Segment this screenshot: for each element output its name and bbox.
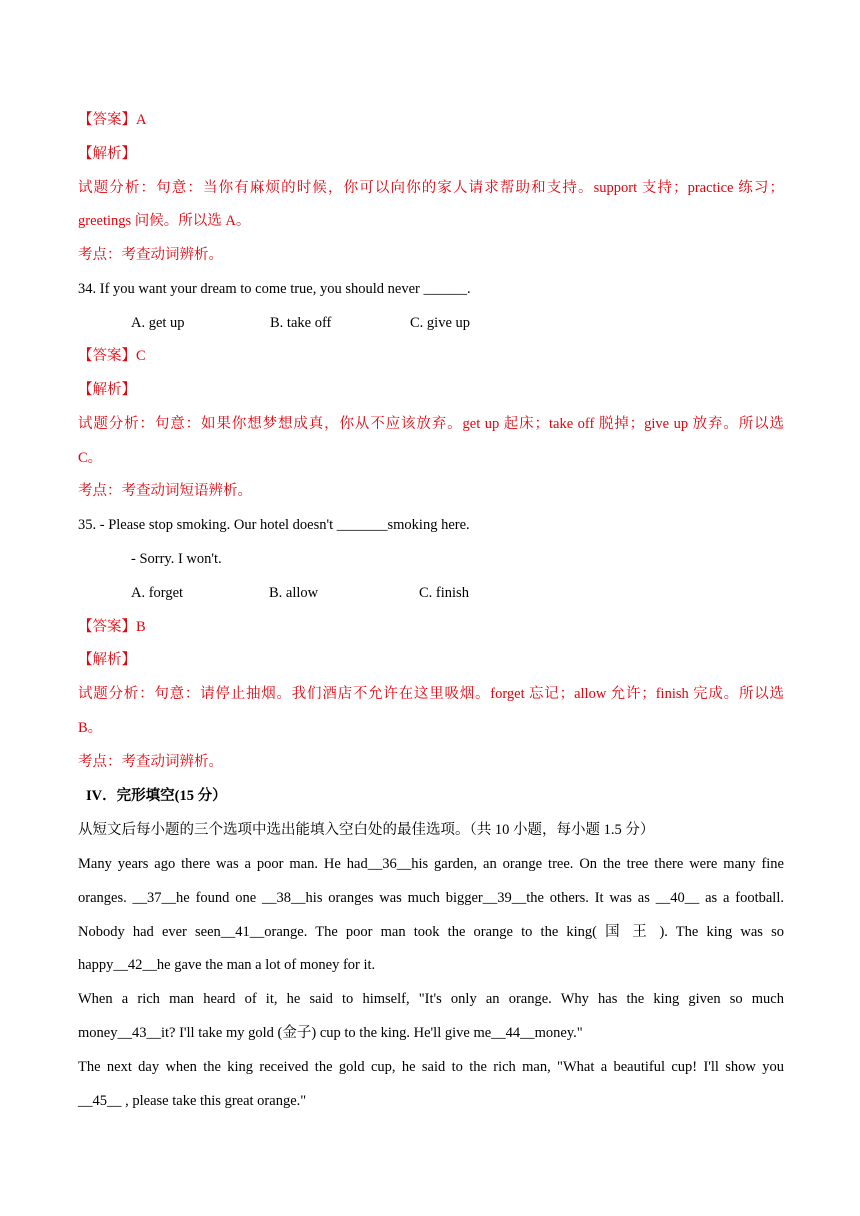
passage-line: oranges. __37__he found one __38__his oranges was much bigger__39__the others. It was as __40__ as a football. bbox=[78, 890, 784, 906]
passage-line: happy__42__he gave the man a lot of money for it. bbox=[78, 957, 376, 973]
point-33: 考点：考查动词辨析。 bbox=[78, 247, 223, 263]
answer-35: 【答案】B bbox=[78, 619, 146, 635]
option-a: A. get up bbox=[131, 315, 185, 331]
option-b: B. take off bbox=[270, 315, 332, 331]
answer-34: 【答案】C bbox=[78, 348, 146, 364]
analysis-35-line-1: 试题分析：句意：请停止抽烟。我们酒店不允许在这里吸烟。forget 忘记；allow 允许；finish 完成。所以选 bbox=[78, 686, 784, 702]
option-c: C. finish bbox=[419, 585, 469, 601]
passage-line: When a rich man heard of it, he said to himself, "It's only an orange. Why has the king given so much bbox=[78, 991, 784, 1007]
passage-line: Many years ago there was a poor man. He had__36__his garden, an orange tree. On the tree there were many fine bbox=[78, 856, 784, 872]
analysis-label-34: 【解析】 bbox=[78, 382, 136, 398]
option-c: C. give up bbox=[410, 315, 471, 331]
analysis-33-line-2: greetings 问候。所以选 A。 bbox=[78, 213, 251, 229]
analysis-33-line-1: 试题分析：句意：当你有麻烦的时候，你可以向你的家人请求帮助和支持。support 支持；practice 练习； bbox=[78, 180, 784, 196]
question-34-stem: 34. If you want your dream to come true, you should never ______. bbox=[78, 281, 471, 297]
option-b: B. allow bbox=[269, 585, 319, 601]
passage-line: __45__ , please take this great orange." bbox=[78, 1093, 307, 1109]
analysis-35-line-2: B。 bbox=[78, 720, 103, 736]
analysis-34-line-1: 试题分析：句意：如果你想梦想成真，你从不应该放弃。get up 起床；take off 脱掉；give up 放弃。所以选 bbox=[78, 416, 784, 432]
analysis-34-line-2: C。 bbox=[78, 450, 103, 466]
point-35: 考点：考查动词辨析。 bbox=[78, 754, 223, 770]
passage-line: Nobody had ever seen__41__orange. The poor man took the orange to the king( 国 王 ). The king was so bbox=[78, 924, 784, 940]
analysis-label-35: 【解析】 bbox=[78, 652, 136, 668]
passage-line: The next day when the king received the gold cup, he said to the rich man, "What a beautiful cup! I'll show you bbox=[78, 1059, 784, 1075]
question-35-stem: 35. - Please stop smoking. Our hotel doesn't _______smoking here. bbox=[78, 517, 470, 533]
section-title: IV．完形填空(15 分） bbox=[86, 788, 227, 804]
analysis-label-33: 【解析】 bbox=[78, 146, 136, 162]
question-35-reply: - Sorry. I won't. bbox=[131, 551, 222, 567]
point-34: 考点：考查动词短语辨析。 bbox=[78, 483, 252, 499]
option-a: A. forget bbox=[131, 585, 184, 601]
answer-33: 【答案】A bbox=[78, 112, 147, 128]
section-instruction: 从短文后每小题的三个选项中选出能填入空白处的最佳选项。（共 10 小题，每小题 1.5 分） bbox=[78, 822, 655, 838]
passage-line: money__43__it? I'll take my gold (金子) cup to the king. He'll give me__44__money." bbox=[78, 1025, 583, 1041]
